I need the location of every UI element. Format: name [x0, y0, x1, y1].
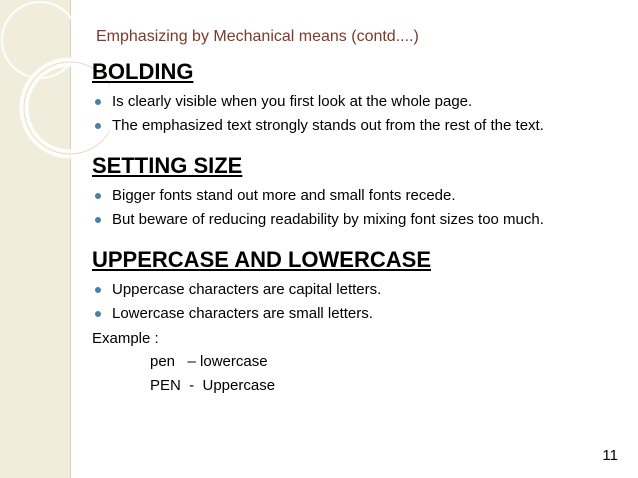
bullet-text: But beware of reducing readability by mixing font sizes too much. [112, 211, 544, 228]
slide-content [92, 58, 622, 398]
bullet-text: Bigger fonts stand out more and small fonts recede. [112, 187, 456, 204]
bullet-list-setting-size [92, 184, 622, 232]
example-label: Example : [92, 330, 159, 347]
slide-title: Emphasizing by Mechanical means (contd....) [96, 28, 419, 45]
list-item [92, 208, 622, 232]
bullet-dot-icon [95, 193, 101, 199]
example-line-uppercase: PEN - Uppercase [150, 377, 276, 394]
page-number: 11 [602, 447, 618, 464]
bullet-dot-icon [95, 123, 101, 129]
list-item [92, 114, 622, 138]
list-item [92, 302, 622, 326]
list-item [92, 184, 622, 208]
bullet-text: Is clearly visible when you first look at the whole page. [112, 93, 473, 110]
list-item [92, 90, 622, 114]
bullet-dot-icon [95, 311, 101, 317]
bullet-dot-icon [95, 287, 101, 293]
bullet-text: The emphasized text strongly stands out from the rest of the text. [112, 117, 544, 134]
bullet-list-case [92, 278, 622, 326]
section-heading-case: UPPERCASE AND LOWERCASE [92, 247, 431, 272]
bullet-list-bolding [92, 90, 622, 138]
bullet-text: Lowercase characters are small letters. [112, 305, 373, 322]
section-heading-setting-size: SETTING SIZE [92, 153, 243, 178]
bullet-dot-icon [95, 217, 101, 223]
section-heading-bolding: BOLDING [92, 59, 194, 84]
list-item [92, 278, 622, 302]
bullet-text: Uppercase characters are capital letters. [112, 281, 382, 298]
example-line-lowercase: pen – lowercase [150, 353, 268, 370]
bullet-dot-icon [95, 99, 101, 105]
